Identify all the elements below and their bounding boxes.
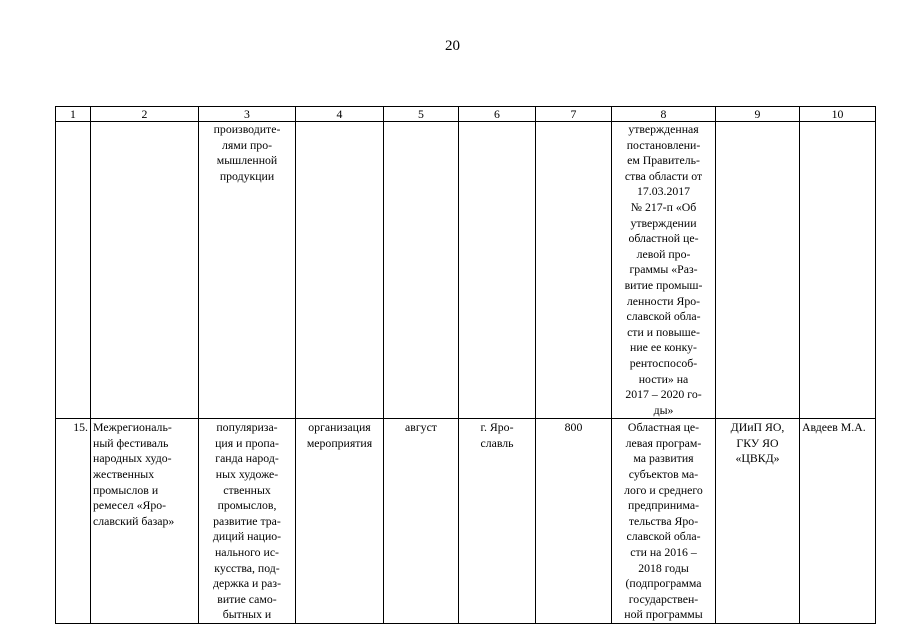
table-cell	[296, 122, 384, 419]
cell-text-line: ный фестиваль	[93, 435, 169, 450]
cell-text-line: ремесел «Яро-	[93, 498, 167, 513]
cell-text-line: славский базар»	[93, 513, 175, 528]
cell-text-line: развитие тра-	[213, 513, 281, 528]
cell-text-line: граммы «Раз-	[629, 262, 698, 277]
cell-text-line: Межрегиональ-	[93, 420, 172, 435]
column-header: 1	[56, 107, 91, 122]
column-header: 2	[91, 107, 199, 122]
cell-text-line: левая програм-	[625, 435, 702, 450]
cell-text-line: ма развития	[633, 451, 694, 466]
table-cell	[716, 122, 800, 419]
cell-text-line: г. Яро-	[480, 420, 514, 435]
table-cell	[800, 122, 876, 419]
cell-text-line: ной программы	[624, 607, 703, 622]
events-table	[55, 106, 876, 624]
cell-text-line: сти на 2016 –	[630, 545, 697, 560]
cell-text-line: держка и раз-	[212, 576, 281, 591]
cell-text-line: лого и среднего	[624, 482, 703, 497]
table-cell	[91, 122, 199, 419]
cell-text-line: витие промыш-	[624, 277, 703, 292]
cell-text-line: диций нацио-	[212, 529, 282, 544]
cell-text-line: 2017 – 2020 го-	[625, 387, 702, 402]
event-place-cell	[459, 419, 536, 624]
event-executor-cell	[716, 419, 800, 624]
cell-text-line: ДИиП ЯО,	[730, 420, 785, 435]
cell-text-line: ственных	[223, 482, 271, 497]
cell-text-line: областной це-	[628, 231, 699, 246]
cell-text-line: мышленной	[216, 153, 278, 168]
cell-text-line: левой про-	[636, 246, 691, 261]
table-cell	[459, 122, 536, 419]
cell-text-line: утвержденная	[628, 122, 699, 136]
page-number: 20	[445, 38, 460, 54]
cell-text-line: производите-	[213, 122, 281, 136]
cell-text-line: утверждении	[630, 215, 697, 230]
cell-text-line: 800	[564, 420, 583, 435]
column-header: 9	[716, 107, 800, 122]
cell-text-line: сти и повыше-	[627, 324, 700, 339]
cell-text-line: постановлени-	[626, 137, 701, 152]
cell-text-line: славской обла-	[626, 309, 701, 324]
event-program-cell	[612, 419, 716, 624]
cell-text-line: ных художе-	[215, 467, 279, 482]
cell-text-line: тельства Яро-	[628, 513, 699, 528]
cell-text-line: ция и пропа-	[215, 435, 279, 450]
cell-text-line: № 217-п «Об	[630, 199, 697, 214]
cell-text-line: ем Правитель-	[627, 153, 700, 168]
event-form-cell	[296, 419, 384, 624]
cell-text-line: ленности Яро-	[626, 293, 701, 308]
cell-text-line: ности» на	[638, 371, 689, 386]
cell-text-line: продукции	[219, 168, 275, 183]
cell-text-line: славской обла-	[626, 529, 701, 544]
event-goal-cell	[199, 419, 296, 624]
cell-text-line: «ЦВКД»	[735, 451, 780, 466]
cell-text-line: кусства, под-	[214, 560, 280, 575]
cell-text-line: популяриза-	[216, 420, 278, 435]
table-cell	[612, 122, 716, 419]
cell-text-line: лями про-	[221, 137, 273, 152]
cell-text-line: август	[405, 420, 437, 435]
cell-text-line: ганда народ-	[215, 451, 279, 466]
column-header: 10	[800, 107, 876, 122]
cell-text-line: ние ее конку-	[630, 340, 697, 355]
cell-text-line: субъектов ма-	[628, 467, 699, 482]
table-cell	[199, 122, 296, 419]
cell-text-line: ства области от	[624, 168, 703, 183]
cell-text-line: рентоспособ-	[629, 355, 698, 370]
cell-text-line: промыслов и	[93, 482, 159, 497]
cell-text-line: жественных	[93, 467, 155, 482]
cell-text-line: 2018 годы	[638, 560, 689, 575]
cell-text-line: предпринима-	[628, 498, 699, 513]
table-cell	[56, 122, 91, 419]
cell-text-line: славль	[480, 435, 514, 450]
column-header: 3	[199, 107, 296, 122]
event-date-cell	[384, 419, 459, 624]
cell-text-line: народных худо-	[93, 451, 172, 466]
cell-text-line: мероприятия	[306, 435, 373, 450]
cell-text-line: Областная це-	[627, 420, 700, 435]
row-number-cell: 15.	[56, 419, 91, 624]
column-header: 4	[296, 107, 384, 122]
table-cell	[384, 122, 459, 419]
table-row	[56, 122, 876, 419]
column-header: 6	[459, 107, 536, 122]
event-amount-cell	[536, 419, 612, 624]
header-row	[56, 107, 876, 122]
column-header: 7	[536, 107, 612, 122]
event-name-cell	[91, 419, 199, 624]
cell-text-line: 17.03.2017	[636, 184, 691, 199]
column-header: 5	[384, 107, 459, 122]
cell-text-line: Авдеев М.А.	[802, 420, 866, 435]
event-responsible-cell	[800, 419, 876, 624]
table-row	[56, 419, 876, 624]
cell-text-line: ГКУ ЯО	[736, 435, 779, 450]
cell-text-line: организация	[308, 420, 371, 435]
cell-text-line: государствен-	[628, 591, 699, 606]
cell-text-line: (подпрограмма	[625, 576, 702, 591]
cell-text-line: бытных и	[222, 607, 272, 622]
cell-text-line: нального ис-	[214, 545, 279, 560]
cell-text-line: промыслов,	[217, 498, 277, 513]
cell-text-line: ды»	[653, 402, 674, 417]
cell-text-line: витие само-	[217, 591, 277, 606]
column-header: 8	[612, 107, 716, 122]
table-cell	[536, 122, 612, 419]
